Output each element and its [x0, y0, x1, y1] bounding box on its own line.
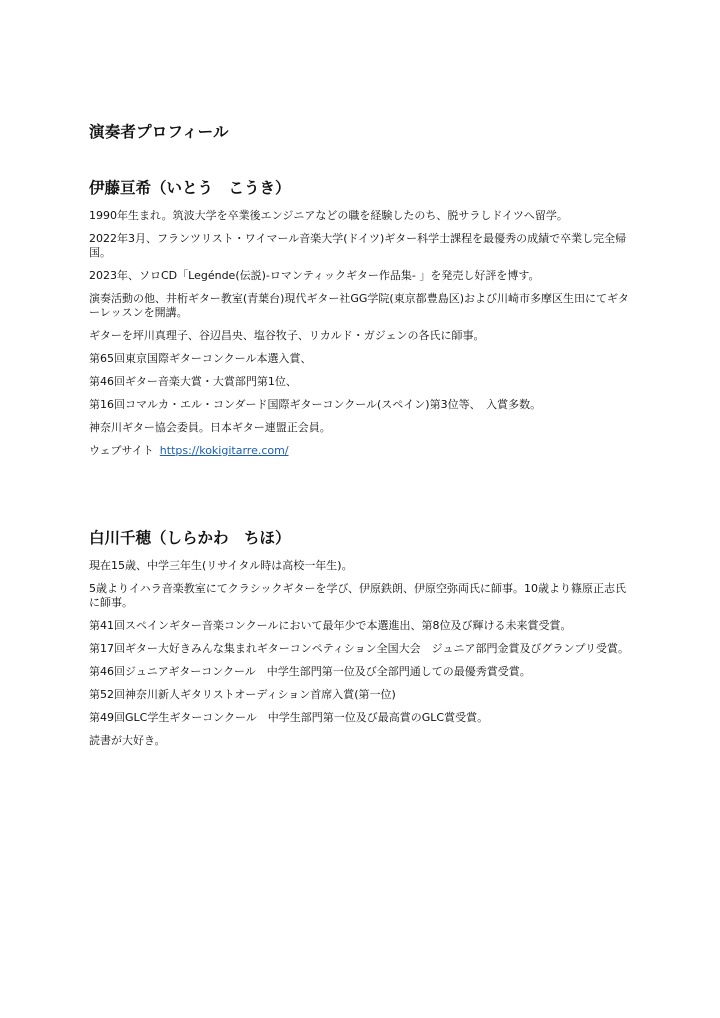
page-title: 演奏者プロフィール	[89, 123, 229, 141]
bio-paragraph: 1990年生まれ。筑波大学を卒業後エンジニアなどの職を経験したのち、脱サラしドイツへ留学。	[89, 209, 568, 222]
bio-paragraph: 神奈川ギター協会委員。日本ギター連盟正会員。	[89, 421, 331, 434]
bio-paragraph: 読書が大好き。	[89, 734, 166, 747]
bio-paragraph: 第49回GLC学生ギターコンクール 中学生部門第一位及び最高賞のGLC賞受賞。	[89, 711, 489, 724]
bio-paragraph: 5歳よりイハラ音楽教室にてクラシックギターを学び、伊原鉄朗、伊原空弥両氏に師事。10歳より篠原正志氏に師事。	[89, 582, 627, 609]
website-link[interactable]: https://kokigitarre.com/	[159, 444, 289, 457]
bio-paragraph: 第16回コマルカ・エル・コンダード国際ギターコンクール(スペイン)第3位等、 入賞多数。	[89, 398, 542, 411]
bio-paragraph: 現在15歳、中学三年生(リサイタル時は高校一年生)。	[89, 559, 353, 572]
bio-paragraph: ギターを坪川真理子、谷辺昌央、塩谷牧子、リカルド・ガジェンの各氏に師事。	[89, 329, 485, 342]
bio-paragraph: 第17回ギター大好きみんな集まれギターコンペティション全国大会 ジュニア部門金賞及びグランプリ受賞。	[89, 642, 630, 655]
website-line	[89, 444, 634, 458]
bio-paragraph: 第52回神奈川新人ギタリストオーディション首席入賞(第一位)	[89, 688, 396, 701]
bio-paragraph: 第65回東京国際ギターコンクール本選入賞、	[89, 352, 312, 365]
website-label: ウェブサイト	[89, 444, 154, 457]
performer-profile-shirakawa	[89, 526, 634, 757]
bio-paragraph: 2022年3月、フランツリスト・ワイマール音楽大学(ドイツ)ギター科学士課程を最優秀の成績で卒業し完全帰国。	[89, 232, 627, 259]
bio-paragraph: 第46回ジュニアギターコンクール 中学生部門第一位及び全部門通しての最優秀賞受賞。	[89, 665, 531, 678]
bio-paragraph: 第41回スペインギター音楽コンクールにおいて最年少で本選進出、第8位及び輝ける未来賞受賞。	[89, 619, 572, 632]
bio-paragraph: 演奏活動の他、井桁ギター教室(青葉台)現代ギター社GG学院(東京都豊島区)および川崎市多摩区生田にてギターレッスンを開講。	[89, 292, 629, 319]
performer-profile-ito	[89, 176, 634, 467]
bio-paragraph: 第46回ギター音楽大賞・大賞部門第1位、	[89, 375, 297, 388]
performer-name: 白川千穂（しらかわ ちほ）	[89, 529, 291, 547]
performer-name: 伊藤亘希（いとう こうき）	[89, 179, 291, 197]
bio-paragraph: 2023年、ソロCD「Legénde(伝説)-ロマンティックギター作品集- 」を発売し好評を博す。	[89, 269, 540, 282]
